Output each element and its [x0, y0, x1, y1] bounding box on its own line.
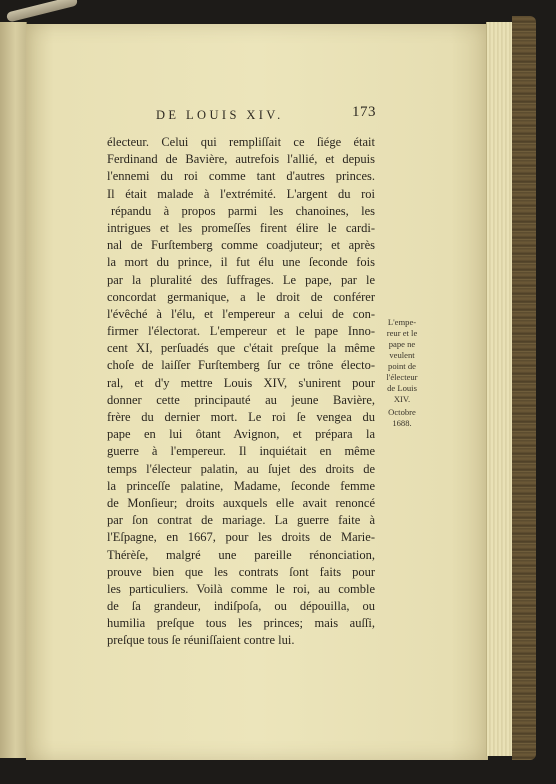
text-line: prouve bien que les contrats ſont faits pour: [107, 564, 375, 579]
running-title: DE LOUIS XIV.: [156, 108, 284, 122]
margin-note-line: XIV.: [393, 394, 411, 404]
previous-page-edge: [0, 22, 27, 758]
page-number: 173: [352, 104, 376, 120]
text-line: l'évêché à l'élu, et l'empereur a celui de con-: [107, 306, 375, 321]
text-line: par la pluralité des ſuffrages. Le pape, par le: [107, 272, 375, 287]
margin-note-line: Octobre: [388, 407, 416, 417]
text-line: répandu à propos parmi les chanoines, les: [111, 203, 375, 218]
margin-note-line: 1688.: [392, 418, 412, 428]
margin-note-line: reur et le: [386, 328, 418, 338]
margin-note-line: L'empe-: [387, 317, 417, 327]
text-line: ral, et d'y mettre Louis XIV, s'unirent pour: [107, 375, 375, 390]
margin-note-line: pape ne: [388, 339, 416, 349]
page-block-edges: [486, 22, 515, 756]
text-line: temps l'électeur palatin, au ſujet des droits de: [107, 461, 375, 476]
text-line: l'Eſpagne, en 1667, pour les droits de Marie-: [107, 530, 375, 545]
body-text: [107, 134, 375, 650]
text-line: donner cette principauté au jeune Bavière,: [107, 392, 375, 407]
text-line: cent XI, perſuadés que c'était preſque la même: [107, 341, 375, 356]
text-line: la princeſſe palatine, Madame, ſeconde femme: [107, 478, 375, 493]
text-line: frère du dernier mort. Le roi ſe vengea du: [107, 410, 375, 424]
text-line: guerre à l'empereur. Il inquiétait en même: [107, 444, 375, 459]
margin-note-line: point de: [388, 361, 416, 371]
margin-note-line: l'électeur: [386, 372, 418, 382]
bookmark-string: [6, 0, 78, 23]
text-line: nal de Furſtemberg comme coadjuteur; et après: [107, 238, 375, 253]
text-line: concordat germanique, a le droit de conférer: [107, 289, 375, 304]
text-line: pape en lui ôtant Avignon, et prépara la: [107, 427, 375, 442]
margin-note-line: de Louis: [387, 383, 417, 393]
text-line: de Monſieur; droits auxquels elle avait renoncé: [107, 495, 375, 510]
text-line: de ſa grandeur, indiſpoſa, ou dépouilla, ou: [107, 599, 375, 614]
margin-note: [380, 317, 424, 429]
text-line: firmer l'électorat. L'empereur et le pape Inno-: [107, 324, 375, 339]
text-line: électeur. Celui qui rempliſſait ce ſiége était: [107, 135, 375, 149]
text-line: humilia preſque tous les princes; mais auſſi,: [107, 616, 375, 631]
book-binding: [512, 16, 536, 760]
text-line: par ſon contrat de mariage. La guerre faite à: [107, 513, 375, 528]
text-line: Thérèſe, malgré une pareille rénonciation,: [107, 547, 375, 562]
text-line: intrigues et les promeſſes firent élire le cardi-: [107, 220, 375, 235]
text-line: Il était malade à l'extrémité. L'argent du roi: [107, 186, 375, 201]
text-line: preſque tous ſe réuniſſaient contre lui.: [107, 633, 295, 648]
margin-note-line: veulent: [389, 350, 415, 360]
text-line: Ferdinand de Bavière, autrefois l'allié, et depuis: [107, 152, 375, 167]
text-line: l'ennemi du roi comme tant d'autres princes.: [107, 169, 375, 184]
text-line: choſe de laiſſer Furſtemberg ſur ce trône électo-: [107, 358, 375, 373]
text-line: les particuliers. Voilà comme le roi, au comble: [107, 581, 375, 596]
text-line: la mort du prince, il fut élu une ſeconde fois: [107, 255, 375, 270]
